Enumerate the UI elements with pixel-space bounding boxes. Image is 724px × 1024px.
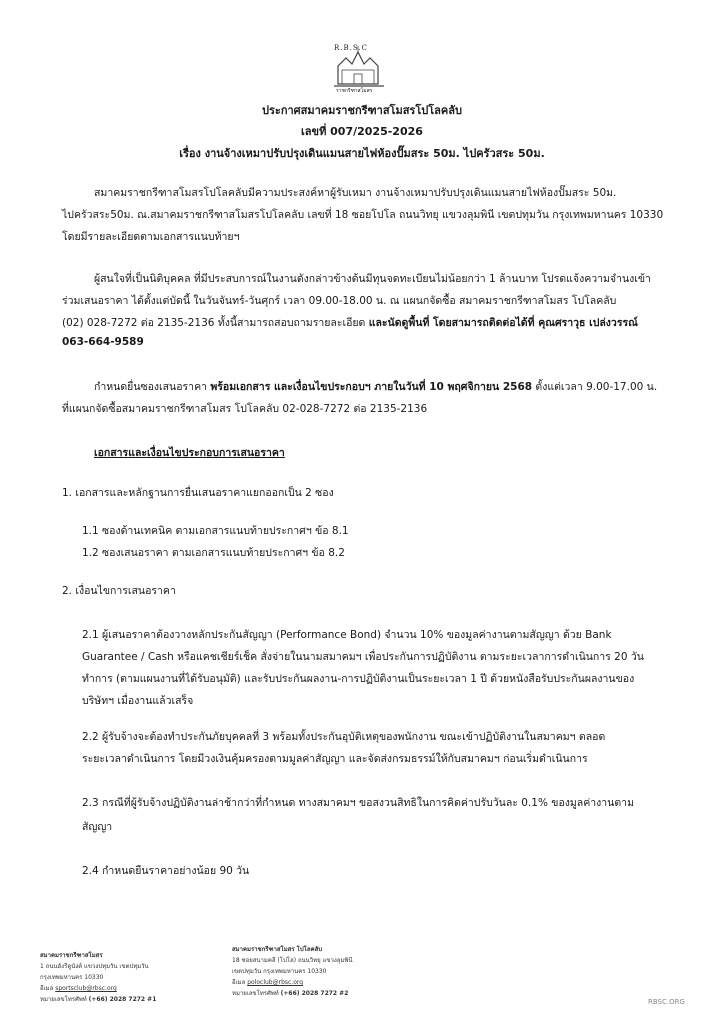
footer-left-phone: (+66) 2028 7272 #1 [88,996,157,1003]
footer-left-addr2: กรุงเทพมหานคร 10330 [40,974,104,981]
footer-left-email-label: อีเมล [40,985,56,992]
footer-right [232,944,352,999]
footer-left [40,950,156,1005]
item-2-1-line-1: 2.1 ผู้เสนอราคาต้องวางหลักประกันสัญญา (Performance Bond) จำนวน 10% ของมูลค่างานตามสัญญา ด้วย Bank [82,629,612,641]
item-2-1-line-2: Guarantee / Cash หรือแคชเชียร์เช็ค สั่งจ่ายในนามสมาคมฯ เพื่อประกันการปฏิบัติงาน ตามระยะเวลาการดำเนินการ 20 วัน [82,651,644,663]
item-2-3-line-2: สัญญา [82,821,113,833]
eligibility-contact: และนัดดูพื้นที่ โดยสามารถติดต่อได้ที่ คุณศราวุธ เปล่งวรรณ์ [368,317,638,329]
intro-line-2: ไปครัวสระ50ม. ณ.สมาคมราชกรีฑาสโมสรโปโลคลับ เลขที่ 18 ซอยโปโล ถนนวิทยุ แขวงลุมพินี เขตปทุมวัน กรุงเทพมหานคร 10330 [62,209,664,221]
eligibility-line-2: ร่วมเสนอราคา ได้ตั้งแต่บัดนี้ ในวันจันทร์-วันศุกร์ เวลา 09.00-18.00 น. ณ แผนกจัดซื้อ สมาคมราชกรีฑาสโมสร โปโลคลับ [62,295,617,307]
item-1-2: 1.2 ซองเสนอราคา ตามเอกสารแนบท้ายประกาศฯ ข้อ 8.2 [82,547,345,559]
logo-text-top: R.B.S.C [334,44,368,52]
eligibility-line-3-text: (02) 028-7272 ต่อ 2135-2136 ทั้งนี้สามารถสอบถามรายละเอียด [62,317,369,329]
intro-line-1: สมาคมราชกรีฑาสโมสรโปโลคลับมีความประสงค์หาผู้รับเหมา งานจ้างเหมาปรับปรุงเดินแมนสายไฟห้องปั๊มสระ 50ม. [94,187,617,199]
footer-right-email-label: อีเมล [232,979,248,986]
announcement-subject: เรื่อง งานจ้างเหมาปรับปรุงเดินแมนสายไฟห้องปั๊มสระ 50ม. ไปครัวสระ 50ม. [179,147,545,160]
section-title: เอกสารและเงื่อนไขประกอบการเสนอราคา [94,447,285,459]
footer-left-addr1: 1 ถนนอังรีดูนังต์ แขวงปทุมวัน เขตปทุมวัน [40,963,149,970]
footer-right-email[interactable]: poloclub@rbsc.org [247,979,304,986]
footer-right-phone-label: หมายเลขโทรศัพท์ [232,990,281,997]
deadline-suffix: ตั้งแต่เวลา 9.00-17.00 น. [532,381,658,393]
item-2-3-line-1: 2.3 กรณีที่ผู้รับจ้างปฏิบัติงานล่าช้ากว่าที่กำหนด ทางสมาคมฯ ขอสงวนสิทธิในการคิดค่าปรับวันละ 0.1% ของมูลค่างานตาม [82,797,634,809]
footer-right-addr1: 18 ซอยสนามคลี (โปโล) ถนนวิทยุ แขวงลุมพินี [232,957,353,964]
deadline-date: พร้อมเอกสาร และเงื่อนไขประกอบฯ ภายในวันที่ 10 พฤศจิกายน 2568 [210,381,533,393]
item-2-2-line-2: ระยะเวลาดำเนินการ โดยมีวงเงินคุ้มครองตามมูลค่าสัญญา และจัดส่งกรมธรรม์ให้กับสมาคมฯ ก่อนเริ่มดำเนินการ [82,753,588,765]
item-2-1-line-3: ทำการ (ตามแผนงานที่ได้รับอนุมัติ) และรับประกันผลงาน-การปฏิบัติงานเป็นระยะเวลา 1 ปี ด้วยหนังสือรับประกันผลงานของ [82,673,635,685]
footer-right-addr2: เขตปทุมวัน กรุงเทพมหานคร 10330 [232,968,327,975]
announcement-title: ประกาศสมาคมราชกรีฑาสโมสรโปโลคลับ [262,104,462,117]
deadline-line-2: ที่แผนกจัดซื้อสมาคมราชกรีฑาสโมสร โปโลคลับ 02-028-7272 ต่อ 2135-2136 [62,403,428,415]
footer-left-name: สมาคมราชกรีฑาสโมสร [40,952,103,959]
eligibility-line-3 [62,314,638,331]
eligibility-line-1: ผู้สนใจที่เป็นนิติบุคคล ที่มีประสบการณ์ในงานดังกล่าวข้างต้นมีทุนจดทะเบียนไม่น้อยกว่า 1 ล้านบาท โปรดแจ้งความจำนงเข้า [94,273,651,285]
item-2-1-line-4: บริษัทฯ เมื่องานแล้วเสร็จ [82,695,194,707]
item-2-4: 2.4 กำหนดยืนราคาอย่างน้อย 90 วัน [82,865,250,877]
footer-brand: RBSC.ORG [648,998,685,1006]
item-2-title: 2. เงื่อนไขการเสนอราคา [62,585,176,597]
intro-line-3: โดยมีรายละเอียดตามเอกสารแนบท้ายฯ [62,231,240,243]
item-1-1: 1.1 ซองด้านเทคนิค ตามเอกสารแนบท้ายประกาศฯ ข้อ 8.1 [82,525,349,537]
footer-right-name: สมาคมราชกรีฑาสโมสร โปโลคลับ [232,946,323,953]
announcement-number: เลขที่ 007/2025-2026 [301,125,423,138]
deadline-line-1 [94,378,657,395]
footer-right-phone: (+66) 2028 7272 #2 [280,990,349,997]
footer-left-email[interactable]: sportsclub@rbsc.org [55,985,117,992]
contact-phone: 063-664-9589 [62,336,144,348]
item-1-title: 1. เอกสารและหลักฐานการยื่นเสนอราคาแยกออกเป็น 2 ซอง [62,487,334,499]
item-2-2-line-1: 2.2 ผู้รับจ้างจะต้องทำประกันภัยบุคคลที่ 3 พร้อมทั้งประกันอุบัติเหตุของพนักงาน ขณะเข้าปฏิบัติงานในสมาคมฯ ตลอด [82,731,606,743]
logo-text-bottom: ราชกรีฑาสโมสร [336,88,373,94]
footer-left-phone-label: หมายเลขโทรศัพท์ [40,996,89,1003]
deadline-prefix: กำหนดยื่นซองเสนอราคา [94,381,211,393]
